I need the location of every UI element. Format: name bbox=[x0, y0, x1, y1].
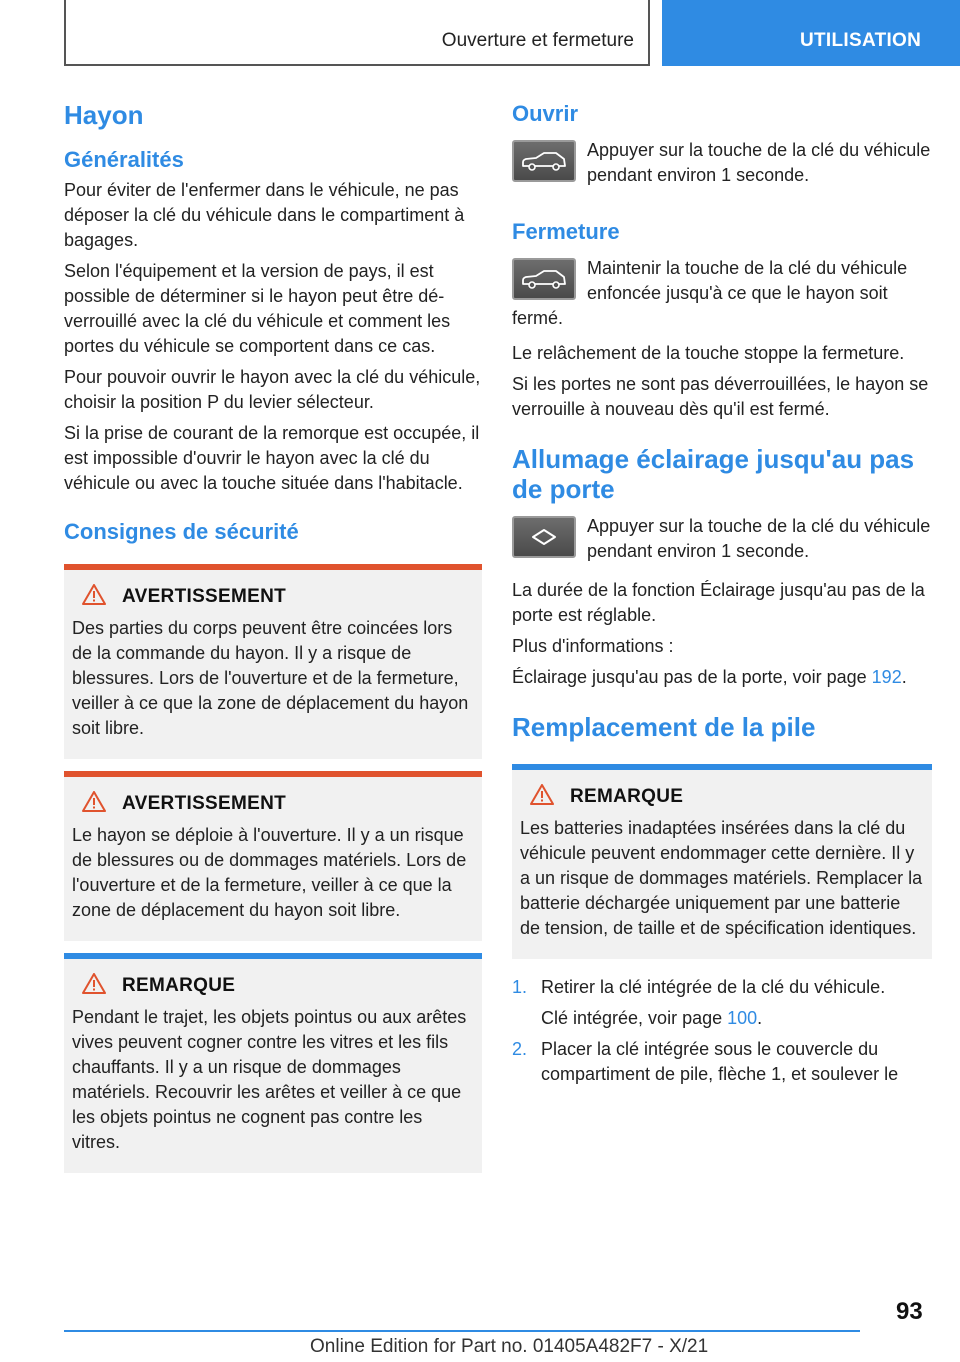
tailgate-key-icon bbox=[512, 140, 576, 182]
note-triangle-icon bbox=[530, 784, 554, 810]
light-paragraph-2: Plus d'informations : bbox=[512, 636, 674, 656]
page-title: Hayon bbox=[64, 100, 144, 130]
warning-label: AVERTISSEMENT bbox=[122, 793, 287, 814]
page-link-100[interactable]: 100 bbox=[727, 1008, 758, 1028]
battery-note-box bbox=[512, 764, 932, 959]
light-instruction: Appuyer sur la touche de la clé du véhicule pendant environ 1 seconde. bbox=[587, 516, 931, 561]
close-paragraph-1: Le relâchement de la touche stoppe la fermeture. bbox=[512, 343, 905, 363]
note-label: REMARQUE bbox=[122, 975, 236, 996]
page-link-192[interactable]: 192 bbox=[871, 667, 902, 687]
light-heading: Allumage éclairage jusqu'au pas de porte bbox=[512, 444, 915, 504]
warning-label: AVERTISSEMENT bbox=[122, 586, 287, 607]
list-item: 1. Retirer la clé intégrée de la clé du véhicule. Clé intégrée, voir page 100. bbox=[512, 977, 886, 1028]
warning-text: Le hayon se déploie à l'ouverture. Il y a un risque de blessures ou de dommages matériels. Lors de l'ouverture et de la fermeture, veiller à ce que la zone de déplacement du hayon soit libre. bbox=[72, 825, 467, 920]
open-instruction: Appuyer sur la touche de la clé du véhicule pendant environ 1 seconde. bbox=[587, 140, 931, 185]
close-heading: Fermeture bbox=[512, 219, 620, 244]
safety-heading: Consignes de sécurité bbox=[64, 519, 299, 544]
header-section-tab bbox=[64, 0, 650, 66]
note-label: REMARQUE bbox=[570, 786, 684, 807]
warning-text: Des parties du corps peuvent être coincées lors de la commande du hayon. Il y a risque de blessures. Lors de l'ouverture et de la fermeture, veiller à ce que la zone de déplacement du hayon soit libre. bbox=[72, 618, 469, 738]
warning-triangle-icon bbox=[82, 584, 106, 610]
header-chapter-tab bbox=[662, 0, 960, 66]
note-box bbox=[64, 953, 482, 1173]
tailgate-key-icon bbox=[512, 258, 576, 300]
general-paragraph-2: Selon l'équipement et la version de pays, il est possible de déterminer si le hayon peut être déverrouillé avec la clé du véhicule et comment les portes du véhicule se comportent dans ce cas. bbox=[64, 261, 451, 356]
close-instruction: Maintenir la touche de la clé du véhicule enfoncée jusqu'à ce que le hayon soit fermé. bbox=[512, 258, 908, 328]
left-column bbox=[64, 100, 482, 1173]
general-heading: Généralités bbox=[64, 147, 184, 172]
right-column bbox=[512, 100, 932, 1087]
battery-note-text: Les batteries inadaptées insérées dans la clé du véhicule peuvent endommager cette dernière. Il y a un risque de dommages matériels. Remplacer la batterie déchargée uniquement par une batterie de tension, de taille et de spécification identiques. bbox=[520, 818, 923, 938]
general-paragraph-3: Pour pouvoir ouvrir le hayon avec la clé du véhicule, choisir la position P du levier sélecteur. bbox=[64, 367, 481, 412]
light-reference: Éclairage jusqu'au pas de la porte, voir page 192. bbox=[512, 667, 907, 687]
close-paragraph-2: Si les portes ne sont pas déverrouillées, le hayon se verrouille à nouveau dès qu'il est fermé. bbox=[512, 374, 929, 419]
note-triangle-icon bbox=[82, 973, 106, 999]
note-text: Pendant le trajet, les objets pointus ou aux arêtes vives peuvent cogner contre les vitres et les fils chauffants. Il y a un risque de dommages matériels. Recouvrir les arêtes et veiller à ce que les objets pointus ne cognent pas contre les vitres. bbox=[72, 1007, 467, 1152]
warning-box-1 bbox=[64, 564, 482, 759]
section-title: Ouverture et fermeture bbox=[441, 30, 634, 51]
battery-heading: Remplacement de la pile bbox=[512, 712, 816, 742]
general-paragraph-1: Pour éviter de l'enfermer dans le véhicule, ne pas déposer la clé du véhicule dans le compartiment à bagages. bbox=[64, 180, 465, 250]
light-paragraph-1: La durée de la fonction Éclairage jusqu'au pas de la porte est réglable. bbox=[512, 580, 925, 625]
unlock-key-icon bbox=[512, 516, 576, 558]
page-number: 93 bbox=[896, 1298, 923, 1325]
list-item: 2. Placer la clé intégrée sous le couvercle du compartiment de pile, flèche 1, et soulever le bbox=[512, 1039, 899, 1084]
battery-steps bbox=[512, 975, 932, 1087]
footer-edition: Online Edition for Part no. 01405A482F7 - X/21 bbox=[310, 1336, 709, 1357]
warning-triangle-icon bbox=[82, 791, 106, 817]
footer-divider bbox=[64, 1330, 860, 1332]
open-heading: Ouvrir bbox=[512, 101, 579, 126]
chapter-title: UTILISATION bbox=[800, 30, 922, 51]
general-paragraph-4: Si la prise de courant de la remorque est occupée, il est impossible d'ouvrir le hayon avec la clé du véhicule ou avec la touche située dans l'habitacle. bbox=[64, 423, 480, 493]
warning-box-2 bbox=[64, 771, 482, 941]
